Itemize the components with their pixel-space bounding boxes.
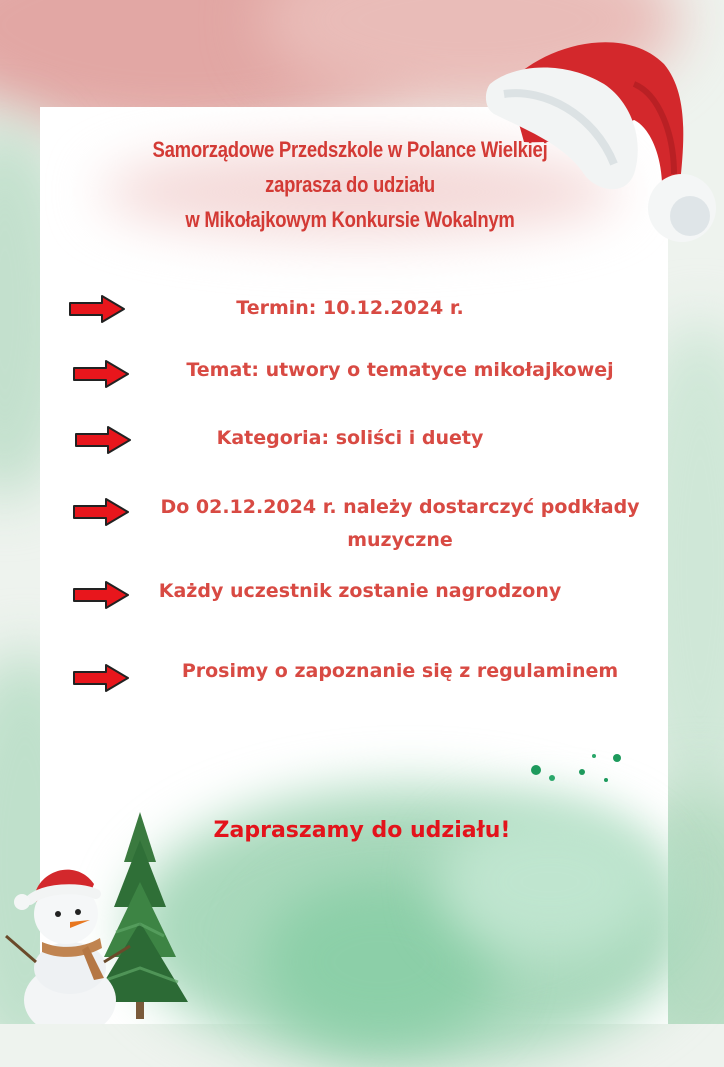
santa-hat-icon	[484, 24, 722, 248]
item-text: Temat: utwory o tematyce mikołajkowej	[186, 359, 614, 381]
item-text: Do 02.12.2024 r. należy dostarczyć podkłady muzyczne	[160, 496, 640, 551]
snowman-icon	[4, 850, 132, 1024]
title-line-3: w Mikołajkowym Konkursie Wokalnym	[185, 207, 515, 232]
right-arrow-icon	[72, 359, 130, 389]
title-line-1: Samorządowe Przedszkole w Polance Wielkiej	[152, 137, 548, 162]
right-arrow-icon	[72, 497, 130, 527]
item-text: Prosimy o zapoznanie się z regulaminem	[181, 660, 619, 682]
paint-splatter-icon	[520, 748, 630, 788]
right-arrow-icon	[74, 425, 132, 455]
right-arrow-icon	[72, 663, 130, 693]
item-text: Termin: 10.12.2024 r.	[236, 297, 464, 319]
closing-invitation: Zapraszamy do udziału!	[213, 818, 511, 843]
title-line-2: zaprasza do udziału	[265, 172, 435, 197]
item-text: Każdy uczestnik zostanie nagrodzony	[158, 580, 562, 602]
item-text: Kategoria: soliści i duety	[216, 427, 484, 449]
right-arrow-icon	[68, 294, 126, 324]
